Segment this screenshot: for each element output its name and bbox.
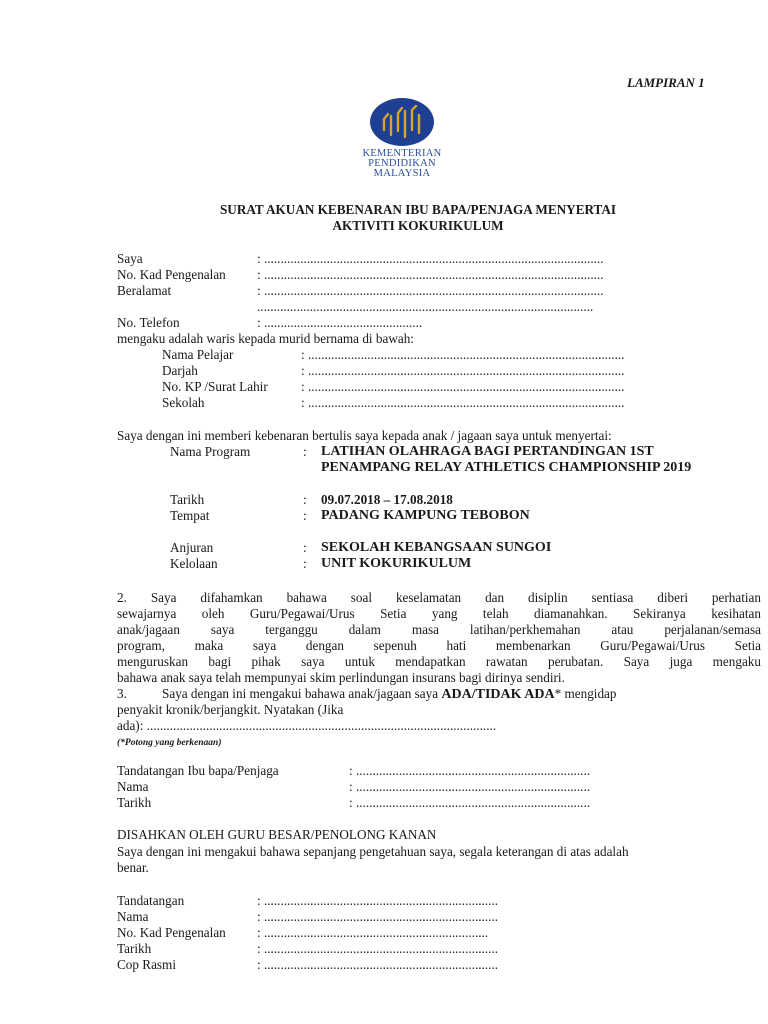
para3-text-before: Saya dengan ini mengakui bahawa anak/jagaan saya — [162, 686, 442, 701]
parent-signature-label: Tandatangan Ibu bapa/Penjaga — [117, 763, 279, 778]
hm-date-label: Tarikh — [117, 941, 152, 956]
place-value: PADANG KAMPUNG TEBOBON — [321, 508, 530, 523]
hm-date-value[interactable]: : ....................................................................... — [257, 941, 499, 956]
ministry-name-line-1: KEMENTERIAN — [362, 148, 442, 159]
date-colon: : — [303, 492, 307, 507]
field-label-address: Beralamat — [117, 283, 172, 298]
hm-stamp-label: Cop Rasmi — [117, 957, 176, 972]
parent-name-label: Nama — [117, 779, 149, 794]
para3-ada-tidak-ada: ADA/TIDAK ADA — [441, 687, 555, 702]
strike-out-note: (*Potong yang berkenaan) — [117, 738, 222, 748]
permission-statement: Saya dengan ini memberi kebenaran bertulis saya kepada anak / jagaan saya untuk menyertai: — [117, 428, 612, 443]
field-label-student-name: Nama Pelajar — [162, 347, 234, 362]
lampiran-label: LAMPIRAN 1 — [627, 75, 705, 90]
field-label-saya: Saya — [117, 251, 143, 266]
field-value-address-2[interactable]: ...................................................................................................... — [257, 299, 594, 314]
organizer-value: SEKOLAH KEBANGSAAN SUNGOI — [321, 540, 552, 555]
para2-line-1: 2. Saya difahamkan bahawa soal keselamatan dan disiplin sentiasa diberi perhatian — [117, 590, 761, 605]
headmaster-heading: DISAHKAN OLEH GURU BESAR/PENOLONG KANAN — [117, 827, 437, 842]
kpm-logo-icon — [369, 97, 435, 147]
form-title-line-1: SURAT AKUAN KEBENARAN IBU BAPA/PENJAGA MENYERTAI — [219, 202, 617, 217]
para3-line-2: penyakit kronik/berjangkit. Nyatakan (Jika — [117, 702, 344, 717]
para3-number: 3. — [117, 686, 127, 701]
field-value-student-name[interactable]: : ................................................................................................ — [301, 347, 625, 362]
hm-name-label: Nama — [117, 909, 149, 924]
field-value-class[interactable]: : ................................................................................................ — [301, 363, 625, 378]
para3-line-3[interactable]: ada): .......................................................................................................... — [117, 718, 497, 733]
hm-ic-value[interactable]: : .................................................................... — [257, 925, 489, 940]
para2-line-4: program, maka saya dengan sepenuh hati membenarkan Guru/Pegawai/Urus Setia — [117, 638, 761, 653]
managed-colon: : — [303, 556, 307, 571]
field-value-student-ic[interactable]: : ................................................................................................ — [301, 379, 625, 394]
headmaster-statement-1: Saya dengan ini mengakui bahawa sepanjang pengetahuan saya, segala keterangan di atas adalah — [117, 844, 629, 859]
para3-text-after: * mengidap — [554, 686, 617, 701]
hm-stamp-value[interactable]: : ....................................................................... — [257, 957, 499, 972]
managed-label: Kelolaan — [170, 556, 218, 571]
date-label: Tarikh — [170, 492, 205, 507]
parent-date-value[interactable]: : ....................................................................... — [349, 795, 591, 810]
ministry-name-line-2: PENDIDIKAN — [368, 158, 436, 169]
organizer-label: Anjuran — [170, 540, 214, 555]
guardian-statement: mengaku adalah waris kepada murid bernama di bawah: — [117, 331, 414, 346]
field-value-ic[interactable]: : ....................................................................................................... — [257, 267, 604, 282]
parent-name-value[interactable]: : ....................................................................... — [349, 779, 591, 794]
field-value-school[interactable]: : ................................................................................................ — [301, 395, 625, 410]
place-colon: : — [303, 508, 307, 523]
program-name-label: Nama Program — [170, 444, 251, 459]
para2-line-6: bahawa anak saya telah mempunyai skim perlindungan insurans bagi dirinya sendiri. — [117, 670, 565, 685]
field-value-address[interactable]: : ....................................................................................................... — [257, 283, 604, 298]
parent-signature-value[interactable]: : ....................................................................... — [349, 763, 591, 778]
ministry-name-line-3: MALAYSIA — [373, 168, 431, 179]
para2-line-3: anak/jagaan saya terganggu dalam masa latihan/perkhemahan atau perjalanan/semasa — [117, 622, 761, 637]
place-label: Tempat — [170, 508, 210, 523]
field-label-ic: No. Kad Pengenalan — [117, 267, 226, 282]
field-value-saya[interactable]: : ....................................................................................................... — [257, 251, 604, 266]
field-label-class: Darjah — [162, 363, 198, 378]
para2-line-5: menguruskan bagi pihak saya untuk mendapatkan rawatan perubatan. Saya juga mengaku — [117, 654, 761, 669]
hm-signature-label: Tandatangan — [117, 893, 185, 908]
program-name-colon: : — [303, 444, 307, 459]
hm-signature-value[interactable]: : ....................................................................... — [257, 893, 499, 908]
parent-date-label: Tarikh — [117, 795, 152, 810]
form-title-line-2: AKTIVITI KOKURIKULUM — [332, 218, 504, 233]
program-name-line-2: PENAMPANG RELAY ATHLETICS CHAMPIONSHIP 2019 — [321, 460, 692, 475]
hm-ic-label: No. Kad Pengenalan — [117, 925, 226, 940]
field-value-phone[interactable]: : ................................................ — [257, 315, 423, 330]
para2-line-2: sewajarnya oleh Guru/Pegawai/Urus Setia yang telah diamanahkan. Sekiranya kesihatan — [117, 606, 761, 621]
managed-value: UNIT KOKURIKULUM — [321, 556, 472, 571]
headmaster-statement-2: benar. — [117, 860, 149, 875]
field-label-phone: No. Telefon — [117, 315, 180, 330]
hm-name-value[interactable]: : ....................................................................... — [257, 909, 499, 924]
organizer-colon: : — [303, 540, 307, 555]
date-value: 09.07.2018 – 17.08.2018 — [321, 492, 453, 507]
field-label-school: Sekolah — [162, 395, 205, 410]
program-name-line-1: LATIHAN OLAHRAGA BAGI PERTANDINGAN 1ST — [321, 444, 654, 459]
field-label-student-ic: No. KP /Surat Lahir — [162, 379, 268, 394]
para3-line-1 — [162, 686, 617, 703]
